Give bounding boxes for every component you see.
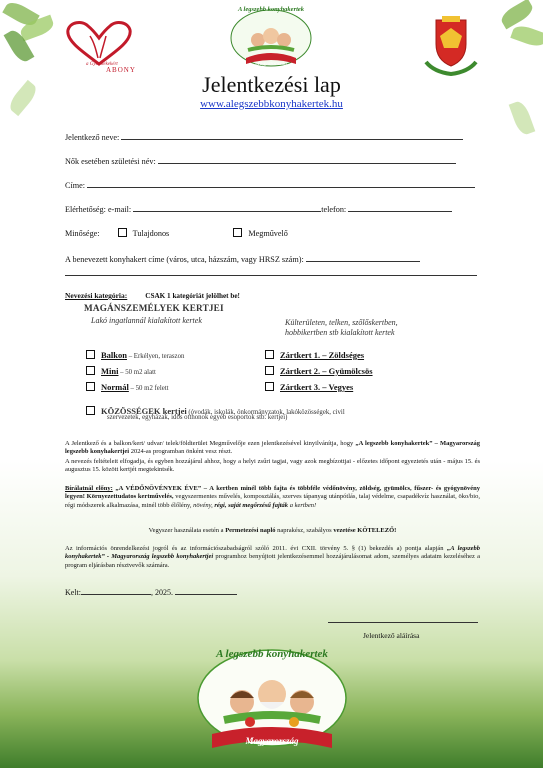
applicant-name-row bbox=[65, 131, 463, 142]
signature-label: Jelentkező aláírása bbox=[363, 631, 420, 640]
footer-logo-top-text: A legszebb konyhakertek bbox=[216, 648, 328, 660]
privacy-paragraph bbox=[65, 545, 480, 570]
email-field[interactable] bbox=[133, 203, 321, 212]
date-label: Kelt: bbox=[65, 588, 81, 597]
normal-name: Normál bbox=[101, 382, 129, 392]
signature-field[interactable] bbox=[328, 622, 478, 623]
community-desc-1: (óvodák, iskolák, önkormányzatok, lakóközösségek, civil bbox=[186, 409, 345, 416]
abony-small-text: a Gyermekekért bbox=[86, 62, 118, 67]
advantage-paragraph bbox=[65, 485, 480, 510]
balkon-checkbox[interactable] bbox=[86, 350, 95, 359]
declaration-text: A Jelentkező és a balkon/kert/ udvar/ telek/földterület Megművelője ezen jelentkezésével kinyilvánítja, hogy bbox=[65, 440, 356, 447]
abony-logo bbox=[60, 20, 138, 78]
birth-name-label: Nők esetében születési név: bbox=[65, 157, 156, 166]
cultivator-label: Megművelő bbox=[248, 229, 288, 238]
zartkert-3-checkbox[interactable] bbox=[265, 382, 274, 391]
community-name: KÖZÖSSÉGEK kertjei bbox=[101, 406, 187, 416]
balkon-name: Balkon bbox=[101, 350, 127, 360]
birth-name-row bbox=[65, 155, 456, 166]
address-field[interactable] bbox=[87, 179, 475, 188]
mini-name: Mini bbox=[101, 366, 119, 376]
date-row bbox=[65, 586, 237, 597]
outer-subheading-2: hobbikertben stb kialakított kertek bbox=[285, 328, 395, 337]
applicant-name-field[interactable] bbox=[121, 131, 463, 140]
advantage-text-end: a kertben! bbox=[288, 501, 317, 509]
owner-label: Tulajdonos bbox=[132, 229, 170, 238]
spray-text-2: naprakész, szabályos bbox=[275, 527, 334, 534]
spray-log-name: Permetezési napló bbox=[225, 527, 276, 534]
balkon-desc: – Erkélyen, teraszon bbox=[127, 353, 185, 360]
declaration-text-end: 2024-as programban önként vesz részt. bbox=[129, 448, 233, 456]
contact-row bbox=[65, 203, 452, 214]
spray-text-1: Vegyszer használata esetén a bbox=[148, 527, 226, 534]
garden-address-field-line2[interactable] bbox=[65, 275, 477, 276]
advantage-text-italic: növény, bbox=[193, 501, 213, 509]
role-row bbox=[65, 228, 288, 238]
category-label: Nevezési kategória: bbox=[65, 291, 128, 300]
page-title: Jelentkezési lap bbox=[202, 72, 341, 97]
category-zartkert-3[interactable] bbox=[265, 377, 353, 395]
category-normal[interactable] bbox=[86, 377, 169, 395]
garden-address-field[interactable] bbox=[306, 253, 420, 262]
normal-checkbox[interactable] bbox=[86, 382, 95, 391]
applicant-name-label: Jelentkező neve: bbox=[65, 133, 120, 142]
role-label: Minősége: bbox=[65, 229, 100, 238]
logo-bottom-text: Magyarország bbox=[255, 61, 287, 67]
privacy-program-name: „A legszebb konyhakertek” - Magyarország legszebb konyhakertjei bbox=[65, 545, 480, 561]
date-year: , 2025. bbox=[151, 588, 173, 597]
advantage-text: vegyszermentes művelés, komposztálás, szerves tápanyag utánpótlás, talaj védelme, csapadékvíz használat, öko/bio, régi módszerek alkalmazása, minél több élőlény, bbox=[65, 493, 480, 509]
logo-top-text: A legszebb konyhakertek bbox=[237, 6, 305, 13]
conditions-paragraph: A nevezés feltételeit elfogadja, és egyben hozzájárul ahhoz, hogy a helyi zsűri tagjai, vagy azok megbízottjai - előzetes időpont egyeztetés után - május 15. és augusztus 15. között kertjét megtekintsék. bbox=[65, 458, 480, 474]
mini-checkbox[interactable] bbox=[86, 366, 95, 375]
program-name: „A legszebb konyhakertek” – Magyarország legszebb konyhakertjei bbox=[65, 440, 480, 456]
advantage-text-bold-italic: régi, saját megőrzésű fajták bbox=[212, 501, 289, 509]
spray-log-notice bbox=[65, 527, 480, 534]
birth-name-field[interactable] bbox=[158, 155, 456, 164]
phone-label: telefon: bbox=[321, 205, 347, 214]
community-desc-2: szervezetek, egyházak, idős otthonok egyéb esoportok stb. kertjei) bbox=[107, 414, 288, 421]
privacy-text-1: Az információs önrendelkezési jogról és az információszabadságról szóló 2011. évi CXII. törvény 5. § (1) bekezdés a) pontja alapján bbox=[65, 545, 447, 552]
leaf-decoration bbox=[498, 0, 535, 29]
private-heading: MAGÁNSZEMÉLYEK KERTJEI bbox=[84, 303, 224, 313]
garden-address-row bbox=[65, 253, 420, 264]
advantage-text-bold: „A VÉDŐNÖVÉNYEK ÉVE” – A kertben minél több fajta és többféle védőnövény, zöldség, gyümölcs, fűszer- és gyógynövény legyen! Környezettudatos kertművelés, bbox=[65, 485, 480, 501]
garden-address-label: A benevezett konyhakert címe (város, utca, házszám, vagy HRSZ szám): bbox=[65, 255, 304, 264]
cultivator-checkbox[interactable] bbox=[233, 228, 242, 237]
community-checkbox[interactable] bbox=[86, 406, 95, 415]
address-label: Címe: bbox=[65, 181, 86, 190]
outer-subheading-1: Külterületen, telken, szőlőskertben, bbox=[285, 318, 398, 327]
advantage-label: Bírálatnál előny: bbox=[65, 485, 113, 492]
date-place-field[interactable] bbox=[81, 586, 151, 595]
private-subheading: Lakó ingatlannál kialakított kertek bbox=[91, 316, 202, 325]
address-row bbox=[65, 179, 475, 190]
heart-icon bbox=[60, 20, 138, 66]
phone-field[interactable] bbox=[348, 203, 452, 212]
email-label: Elérhetőség: e-mail: bbox=[65, 205, 132, 214]
date-day-field[interactable] bbox=[175, 586, 237, 595]
zartkert-2-label: Zártkert 2. – Gyümölcsös bbox=[280, 366, 373, 376]
mini-desc: – 50 m2 alatt bbox=[118, 369, 156, 376]
zartkert-1-checkbox[interactable] bbox=[265, 350, 274, 359]
privacy-text-2: programhoz benyújtott jelentkezésemmel hozzájárulásomat adom, személyes adataim kezeléséhez a program eljárásban résztvevők számára. bbox=[65, 553, 480, 569]
zartkert-2-checkbox[interactable] bbox=[265, 366, 274, 375]
spray-mandatory: vezetése KÖTELEZŐ! bbox=[333, 527, 397, 534]
konyhakert-logo-top bbox=[224, 6, 318, 70]
footer-logo-bottom-text: Magyarország bbox=[245, 736, 299, 746]
normal-desc: – 50 m2 felett bbox=[128, 385, 169, 392]
zartkert-1-label: Zártkert 1. – Zöldséges bbox=[280, 350, 365, 360]
category-note: CSAK 1 kategóriát jelölhet be! bbox=[145, 292, 240, 300]
zartkert-3-label: Zártkert 3. – Vegyes bbox=[280, 382, 354, 392]
declaration-paragraph bbox=[65, 440, 480, 457]
konyhakert-logo-bottom bbox=[190, 640, 354, 760]
category-header bbox=[65, 285, 240, 303]
coat-of-arms-icon bbox=[420, 14, 482, 76]
leaf-decoration bbox=[510, 23, 543, 50]
website-link[interactable]: www.alegszebbkonyhakertek.hu bbox=[200, 98, 343, 110]
abony-text: ABONY bbox=[106, 66, 136, 74]
owner-checkbox[interactable] bbox=[118, 228, 127, 237]
